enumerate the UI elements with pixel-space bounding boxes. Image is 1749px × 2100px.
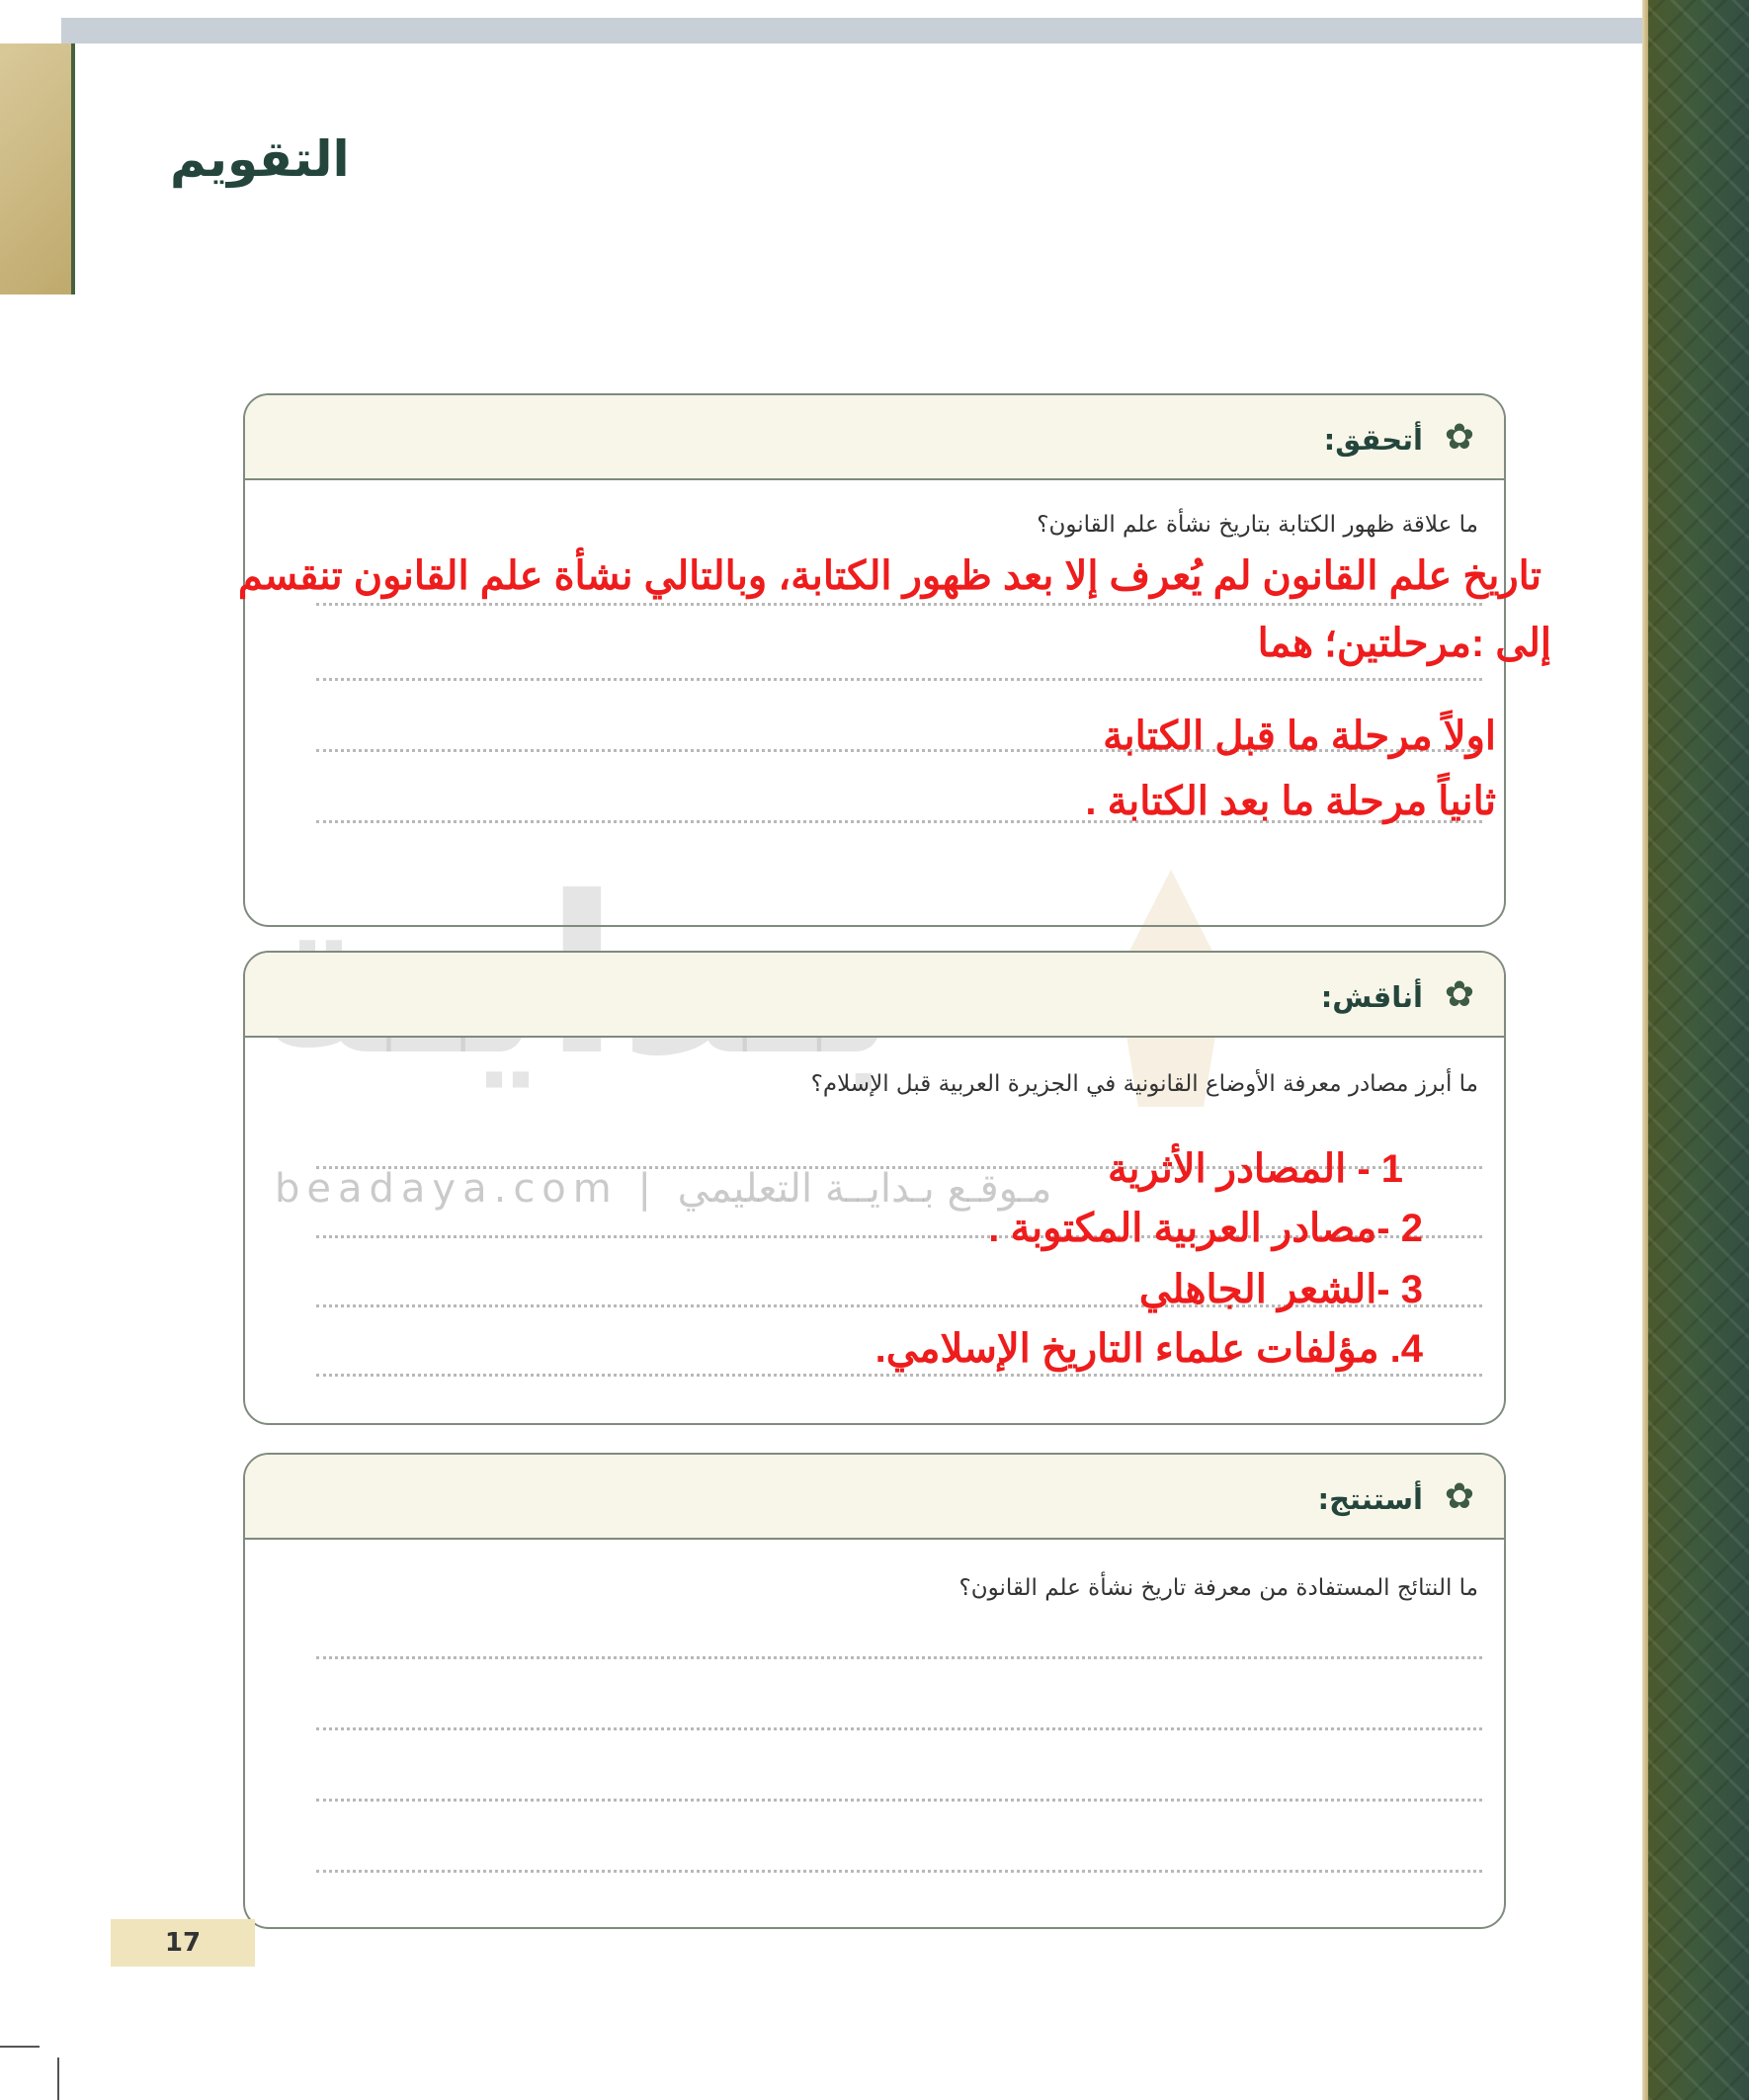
page-title: التقويم <box>170 130 350 188</box>
answer-text: 3 -الشعر الجاهلي <box>1138 1268 1423 1311</box>
section-header <box>245 395 1504 480</box>
decorative-pattern-border <box>1648 0 1749 2100</box>
section-label: أستنتج: <box>1317 1482 1423 1516</box>
question-text: ما أبرز مصادر معرفة الأوضاع القانونية في الجزيرة العربية قبل الإسلام؟ <box>810 1071 1478 1097</box>
answer-line <box>316 1727 1482 1730</box>
section-label: أناقش: <box>1320 980 1423 1014</box>
question-text: ما علاقة ظهور الكتابة بتاريخ نشأة علم القانون؟ <box>1037 512 1478 538</box>
answer-line <box>316 603 1482 606</box>
question-text: ما النتائج المستفادة من معرفة تاريخ نشأة علم القانون؟ <box>958 1575 1478 1601</box>
top-bar <box>61 18 1642 43</box>
answer-text: 4. مؤلفات علماء التاريخ الإسلامي. <box>874 1327 1423 1371</box>
answer-text: 2 -مصادر العربية المكتوبة . <box>988 1207 1423 1250</box>
crop-mark <box>0 2046 40 2048</box>
answer-line <box>316 1374 1482 1377</box>
answer-text: تاريخ علم القانون لم يُعرف إلا بعد ظهور الكتابة، وبالتالي نشأة علم القانون تنقسم <box>237 554 1541 598</box>
answer-line <box>316 678 1482 681</box>
answer-line <box>316 1656 1482 1659</box>
answer-text: إلى :مرحلتين؛ هما <box>1257 622 1551 665</box>
crop-mark <box>57 2058 59 2100</box>
ornament-star-icon: ✿ <box>1444 974 1475 1015</box>
title-tab <box>0 43 75 294</box>
section-header <box>245 1455 1504 1540</box>
watermark-site: beadaya.com | مـوقـع بـدايــة التعليمي <box>275 1166 1052 1212</box>
ornament-star-icon: ✿ <box>1444 1476 1475 1517</box>
answer-line <box>316 1870 1482 1873</box>
section-conclude <box>243 1453 1506 1929</box>
section-label: أتحقق: <box>1323 423 1423 457</box>
answer-text: ثانياً مرحلة ما بعد الكتابة . <box>1085 780 1496 823</box>
answer-text: 1 - المصادر الأثرية <box>1107 1147 1403 1191</box>
answer-text: اولاً مرحلة ما قبل الكتابة <box>1103 714 1496 758</box>
page-number: 17 <box>111 1919 255 1967</box>
ornament-star-icon: ✿ <box>1444 417 1475 458</box>
answer-line <box>316 1799 1482 1802</box>
section-header <box>245 953 1504 1038</box>
